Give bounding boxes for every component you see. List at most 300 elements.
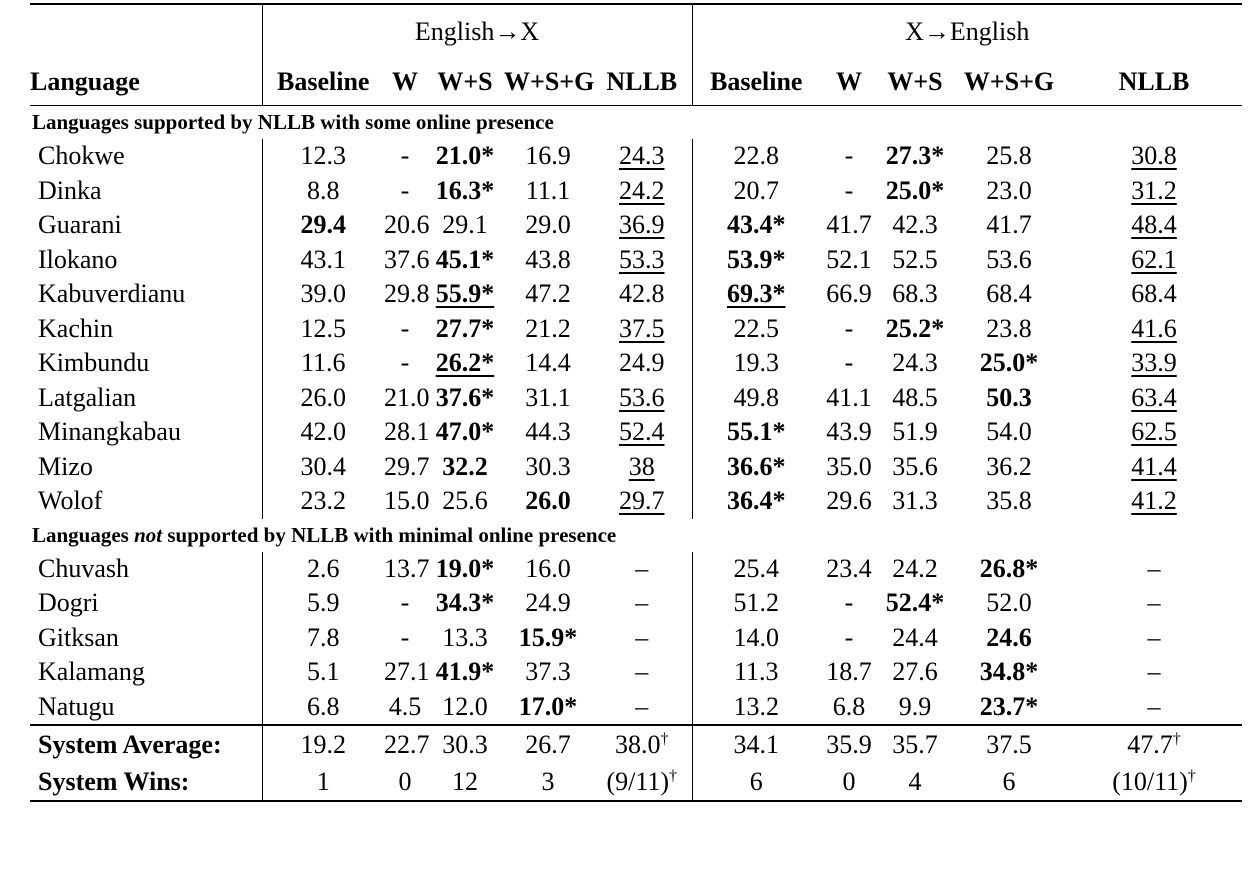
language-name: Kabuverdianu xyxy=(30,277,262,312)
column-header: W+S xyxy=(887,67,943,96)
score-cell xyxy=(426,690,504,726)
score-value: 48.5 xyxy=(892,382,938,412)
score-value: 36.6* xyxy=(727,451,786,481)
score-cell xyxy=(952,552,1066,587)
score-value: 31.3 xyxy=(892,486,938,516)
dagger-mark: † xyxy=(669,766,678,784)
table-row xyxy=(30,450,1242,485)
score-value: 37.5 xyxy=(986,729,1032,759)
column-header: W xyxy=(836,67,862,96)
score-value: 25.2* xyxy=(885,313,945,343)
score-cell xyxy=(426,139,504,174)
score-cell xyxy=(262,586,384,621)
table-body xyxy=(30,4,1242,802)
score-value: 35.7 xyxy=(892,729,938,759)
group-header-row xyxy=(30,5,1242,59)
score-cell xyxy=(262,655,384,690)
score-cell xyxy=(952,655,1066,690)
score-cell xyxy=(878,174,952,209)
score-cell xyxy=(592,726,692,763)
score-value: 47.7 xyxy=(1127,729,1173,759)
score-cell xyxy=(384,450,430,485)
language-name: Wolof xyxy=(30,484,262,519)
score-value: 30.4 xyxy=(300,451,346,481)
score-cell xyxy=(592,243,692,278)
score-value: – xyxy=(1147,691,1161,721)
score-value: 43.1 xyxy=(300,244,346,274)
score-value: 66.9 xyxy=(826,279,872,309)
score-cell xyxy=(384,586,426,621)
score-value: 19.3 xyxy=(733,348,779,378)
score-cell xyxy=(592,415,692,450)
score-cell xyxy=(692,450,820,485)
score-value: 49.8 xyxy=(733,382,779,412)
score-cell xyxy=(692,621,820,656)
score-value: – xyxy=(635,588,649,618)
score-value: 24.4 xyxy=(892,622,938,652)
score-cell xyxy=(878,655,952,690)
score-cell xyxy=(592,763,692,801)
language-name: Chokwe xyxy=(30,139,262,174)
score-value: 15.9* xyxy=(518,622,578,652)
score-cell xyxy=(692,655,820,690)
language-name: Dinka xyxy=(30,174,262,209)
score-cell xyxy=(426,346,504,381)
score-value: 47.0* xyxy=(435,417,495,447)
score-value: 14.0 xyxy=(733,622,779,652)
score-cell xyxy=(692,484,820,519)
score-value: 41.6 xyxy=(1131,313,1177,343)
score-value: 5.9 xyxy=(307,588,340,618)
section-title-part: supported by NLLB with minimal online presence xyxy=(162,522,617,547)
score-cell xyxy=(504,346,592,381)
score-value: 42.8 xyxy=(619,279,665,309)
score-cell xyxy=(384,690,426,726)
score-cell xyxy=(592,208,692,243)
score-value: 37.6* xyxy=(435,382,495,412)
score-value: 23.0 xyxy=(986,175,1032,205)
score-cell xyxy=(504,243,592,278)
score-value: 28.1 xyxy=(384,417,430,447)
score-cell xyxy=(692,139,820,174)
score-value: - xyxy=(400,348,410,378)
score-cell xyxy=(504,277,592,312)
score-value: – xyxy=(1147,588,1161,618)
score-cell xyxy=(384,174,426,209)
score-value: 25.6 xyxy=(442,486,488,516)
column-header: W+S+G xyxy=(963,67,1055,96)
score-cell xyxy=(878,484,952,519)
score-value: – xyxy=(635,657,649,687)
score-cell xyxy=(952,726,1066,763)
language-column-header: Language xyxy=(30,59,262,106)
score-value: 29.8 xyxy=(384,279,430,309)
score-cell xyxy=(504,655,592,690)
score-cell xyxy=(952,415,1066,450)
score-value: 6 xyxy=(1002,766,1016,796)
score-cell xyxy=(820,763,878,801)
score-cell xyxy=(1066,690,1242,726)
score-value: 51.2 xyxy=(733,588,779,618)
score-cell xyxy=(878,243,952,278)
score-value: - xyxy=(400,313,410,343)
score-cell xyxy=(384,552,430,587)
section-header-row xyxy=(30,519,1242,552)
table-row xyxy=(30,690,1242,726)
score-value: - xyxy=(844,348,854,378)
column-header-row xyxy=(30,59,1242,106)
score-value: 41.7 xyxy=(986,210,1032,240)
score-value: 24.3 xyxy=(892,348,938,378)
score-cell xyxy=(592,346,692,381)
score-value: 29.7 xyxy=(384,451,430,481)
score-cell xyxy=(692,277,820,312)
score-value: - xyxy=(844,622,854,652)
score-value: 1 xyxy=(316,766,330,796)
score-cell xyxy=(952,277,1066,312)
score-value: 27.3* xyxy=(885,141,945,171)
score-value: 35.6 xyxy=(892,451,938,481)
score-cell xyxy=(692,312,820,347)
score-value: 68.4 xyxy=(986,279,1032,309)
score-cell xyxy=(1066,655,1242,690)
score-value: 68.3 xyxy=(892,279,938,309)
score-cell xyxy=(820,208,878,243)
group-header-blank xyxy=(30,5,262,59)
score-cell xyxy=(504,586,592,621)
score-value: 69.3* xyxy=(727,279,786,309)
score-cell xyxy=(504,139,592,174)
score-cell xyxy=(692,586,820,621)
table-row xyxy=(30,621,1242,656)
score-cell xyxy=(820,726,878,763)
score-cell xyxy=(504,621,592,656)
score-cell xyxy=(692,415,820,450)
score-value: 3 xyxy=(541,766,555,796)
language-name: Gitksan xyxy=(30,621,262,656)
score-value: 16.0 xyxy=(525,553,571,583)
score-cell xyxy=(592,655,692,690)
score-value: – xyxy=(1147,657,1161,687)
language-name: Dogri xyxy=(30,586,262,621)
score-cell xyxy=(384,415,430,450)
score-value: 29.7 xyxy=(619,486,665,516)
score-cell xyxy=(820,586,878,621)
score-value: 44.3 xyxy=(525,417,571,447)
table-row xyxy=(30,277,1242,312)
score-value: 52.4* xyxy=(885,588,945,618)
score-cell xyxy=(878,552,952,587)
score-value: 25.8 xyxy=(986,141,1032,171)
score-cell xyxy=(692,381,820,416)
score-cell xyxy=(878,208,952,243)
section-title xyxy=(30,106,1242,139)
score-value: 14.4 xyxy=(525,348,571,378)
score-value: 30.8 xyxy=(1131,141,1177,171)
score-value: - xyxy=(400,175,410,205)
score-value: 36.4* xyxy=(727,486,786,516)
score-cell xyxy=(426,586,504,621)
score-cell xyxy=(952,763,1066,801)
score-value: 31.1 xyxy=(525,382,571,412)
score-cell xyxy=(820,346,878,381)
score-cell xyxy=(692,208,820,243)
score-cell xyxy=(504,312,592,347)
score-cell xyxy=(592,621,692,656)
score-value: 21.2 xyxy=(525,313,571,343)
score-value: 25.0* xyxy=(885,175,945,205)
column-header: NLLB xyxy=(1118,67,1190,96)
score-cell xyxy=(384,381,430,416)
score-value: 2.6 xyxy=(307,553,340,583)
score-value: 55.9* xyxy=(435,279,495,309)
score-value: 53.3 xyxy=(619,244,665,274)
score-value: 11.6 xyxy=(300,348,346,378)
score-cell xyxy=(504,450,592,485)
score-cell xyxy=(878,139,952,174)
score-cell xyxy=(692,726,820,763)
score-cell xyxy=(262,484,384,519)
score-cell xyxy=(1066,381,1242,416)
score-cell xyxy=(1066,484,1242,519)
score-cell xyxy=(952,621,1066,656)
table-row xyxy=(30,552,1242,587)
score-cell xyxy=(262,450,384,485)
score-value: 24.3 xyxy=(619,141,665,171)
score-value: 43.9 xyxy=(826,417,872,447)
score-cell xyxy=(262,174,384,209)
score-value: 25.0* xyxy=(979,348,1039,378)
section-title-part: Languages supported by NLLB with some online presence xyxy=(32,110,554,134)
dagger-mark: † xyxy=(660,729,669,747)
score-value: 12.0 xyxy=(442,691,488,721)
score-cell xyxy=(592,139,692,174)
score-cell xyxy=(1066,139,1242,174)
score-value: 16.3* xyxy=(435,175,495,205)
table-row xyxy=(30,415,1242,450)
score-value: 52.5 xyxy=(892,244,938,274)
score-cell xyxy=(692,552,820,587)
dagger-mark: † xyxy=(1187,766,1196,784)
language-name: Kimbundu xyxy=(30,346,262,381)
score-cell xyxy=(1066,208,1242,243)
score-value: 0 xyxy=(842,766,856,796)
score-cell xyxy=(504,174,592,209)
language-name: Ilokano xyxy=(30,243,262,278)
score-value: 41.4 xyxy=(1131,451,1177,481)
score-value: 63.4 xyxy=(1131,382,1177,412)
score-cell xyxy=(262,621,384,656)
score-value: 39.0 xyxy=(300,279,346,309)
score-cell xyxy=(426,174,504,209)
score-value: 15.0 xyxy=(384,486,430,516)
score-value: 35.8 xyxy=(986,486,1032,516)
score-value: 5.1 xyxy=(307,657,340,687)
table-row xyxy=(30,484,1242,519)
score-cell xyxy=(952,139,1066,174)
score-value: 29.6 xyxy=(826,486,872,516)
score-value: 41.2 xyxy=(1131,486,1177,516)
score-value: 37.5 xyxy=(619,313,665,343)
column-header: NLLB xyxy=(592,59,692,106)
score-value: - xyxy=(844,175,854,205)
column-header: W xyxy=(392,67,418,96)
score-value: 55.1* xyxy=(727,417,786,447)
score-cell xyxy=(1066,586,1242,621)
score-value: 38.0 xyxy=(615,729,661,759)
section-title-part: Languages xyxy=(32,522,135,547)
score-cell xyxy=(592,484,692,519)
language-name: Latgalian xyxy=(30,381,262,416)
score-cell xyxy=(952,346,1066,381)
score-cell xyxy=(878,277,952,312)
score-cell xyxy=(262,243,384,278)
score-value: 13.3 xyxy=(442,622,488,652)
score-value: 26.0 xyxy=(300,382,346,412)
score-value: 11.1 xyxy=(525,175,571,205)
score-cell xyxy=(426,450,504,485)
score-cell xyxy=(426,484,504,519)
score-value: 24.9 xyxy=(619,348,665,378)
table-row xyxy=(30,208,1242,243)
score-cell xyxy=(878,312,952,347)
section-title xyxy=(30,519,1242,552)
language-name: Kalamang xyxy=(30,655,262,690)
score-value: 38 xyxy=(628,451,655,481)
score-value: 24.2 xyxy=(619,175,665,205)
score-cell xyxy=(384,484,430,519)
score-cell xyxy=(262,690,384,726)
score-value: – xyxy=(1147,553,1161,583)
score-value: 20.6 xyxy=(384,210,430,240)
score-value: 53.6 xyxy=(986,244,1032,274)
score-value: 8.8 xyxy=(307,175,340,205)
score-value: 36.9 xyxy=(619,210,665,240)
score-cell xyxy=(504,690,592,726)
score-value: 42.0 xyxy=(300,417,346,447)
score-value: 42.3 xyxy=(892,210,938,240)
score-value: 27.6 xyxy=(892,657,938,687)
score-cell xyxy=(1066,763,1242,801)
score-cell xyxy=(592,174,692,209)
score-value: 12 xyxy=(452,766,478,796)
score-value: 4.5 xyxy=(388,691,422,721)
score-value: 37.3 xyxy=(525,657,571,687)
results-table xyxy=(30,3,1242,802)
score-cell xyxy=(592,552,692,587)
score-cell xyxy=(504,484,592,519)
score-value: 18.7 xyxy=(826,657,872,687)
score-value: 30.3 xyxy=(442,729,488,759)
column-header: Baseline xyxy=(710,67,803,96)
score-cell xyxy=(1066,450,1242,485)
score-cell xyxy=(426,763,504,801)
score-cell xyxy=(426,243,504,278)
score-cell xyxy=(384,346,426,381)
column-header: W+S+G xyxy=(504,67,595,96)
score-value: 22.8 xyxy=(733,141,779,171)
score-cell xyxy=(820,312,878,347)
bottom-rule-cell xyxy=(30,801,1242,802)
summary-label: System Wins: xyxy=(30,763,262,801)
score-cell xyxy=(952,174,1066,209)
score-cell xyxy=(820,139,878,174)
language-name: Mizo xyxy=(30,450,262,485)
score-cell xyxy=(504,763,592,801)
table-row xyxy=(30,346,1242,381)
table-row xyxy=(30,655,1242,690)
language-name: Minangkabau xyxy=(30,415,262,450)
score-cell xyxy=(426,415,504,450)
table-row xyxy=(30,243,1242,278)
score-value: 35.9 xyxy=(826,729,872,759)
score-cell xyxy=(262,312,384,347)
score-value: 12.3 xyxy=(300,141,346,171)
score-cell xyxy=(592,690,692,726)
score-value: 48.4 xyxy=(1131,210,1177,240)
score-value: 11.3 xyxy=(733,657,779,687)
score-value: 23.2 xyxy=(300,486,346,516)
column-header: Baseline xyxy=(277,67,370,96)
score-cell xyxy=(952,381,1066,416)
score-cell xyxy=(820,174,878,209)
score-value: 51.9 xyxy=(892,417,938,447)
score-value: 53.9* xyxy=(727,244,786,274)
summary-row xyxy=(30,726,1242,763)
score-value: 19.2 xyxy=(300,729,346,759)
score-cell xyxy=(878,346,952,381)
score-cell xyxy=(952,450,1066,485)
score-cell xyxy=(820,243,878,278)
score-cell xyxy=(820,552,878,587)
score-value: 24.9 xyxy=(525,588,571,618)
score-value: 52.4 xyxy=(619,417,665,447)
score-cell xyxy=(504,415,592,450)
score-value: 23.4 xyxy=(826,553,872,583)
score-value: 6 xyxy=(749,766,763,796)
score-value: 52.0 xyxy=(986,588,1032,618)
score-cell xyxy=(952,484,1066,519)
score-value: 23.7* xyxy=(979,691,1039,721)
score-cell xyxy=(426,208,504,243)
score-cell xyxy=(692,174,820,209)
score-cell xyxy=(426,381,504,416)
score-cell xyxy=(1066,277,1242,312)
score-cell xyxy=(820,450,878,485)
score-value: - xyxy=(400,141,410,171)
score-value: – xyxy=(635,553,649,583)
table-row xyxy=(30,312,1242,347)
score-value: 62.5 xyxy=(1131,417,1177,447)
score-value: 25.4 xyxy=(733,553,779,583)
score-value: 26.2* xyxy=(435,348,495,378)
score-value: 43.8 xyxy=(525,244,571,274)
score-cell xyxy=(1066,415,1242,450)
table-row xyxy=(30,586,1242,621)
score-value: 43.4* xyxy=(727,210,786,240)
score-cell xyxy=(592,277,692,312)
score-value: 24.6 xyxy=(986,622,1032,652)
score-cell xyxy=(952,586,1066,621)
score-cell xyxy=(952,208,1066,243)
score-value: 68.4 xyxy=(1131,279,1177,309)
score-cell xyxy=(820,690,878,726)
score-cell xyxy=(820,381,878,416)
score-cell xyxy=(1066,174,1242,209)
score-cell xyxy=(504,208,592,243)
score-cell xyxy=(592,381,692,416)
score-value: 17.0* xyxy=(518,691,578,721)
